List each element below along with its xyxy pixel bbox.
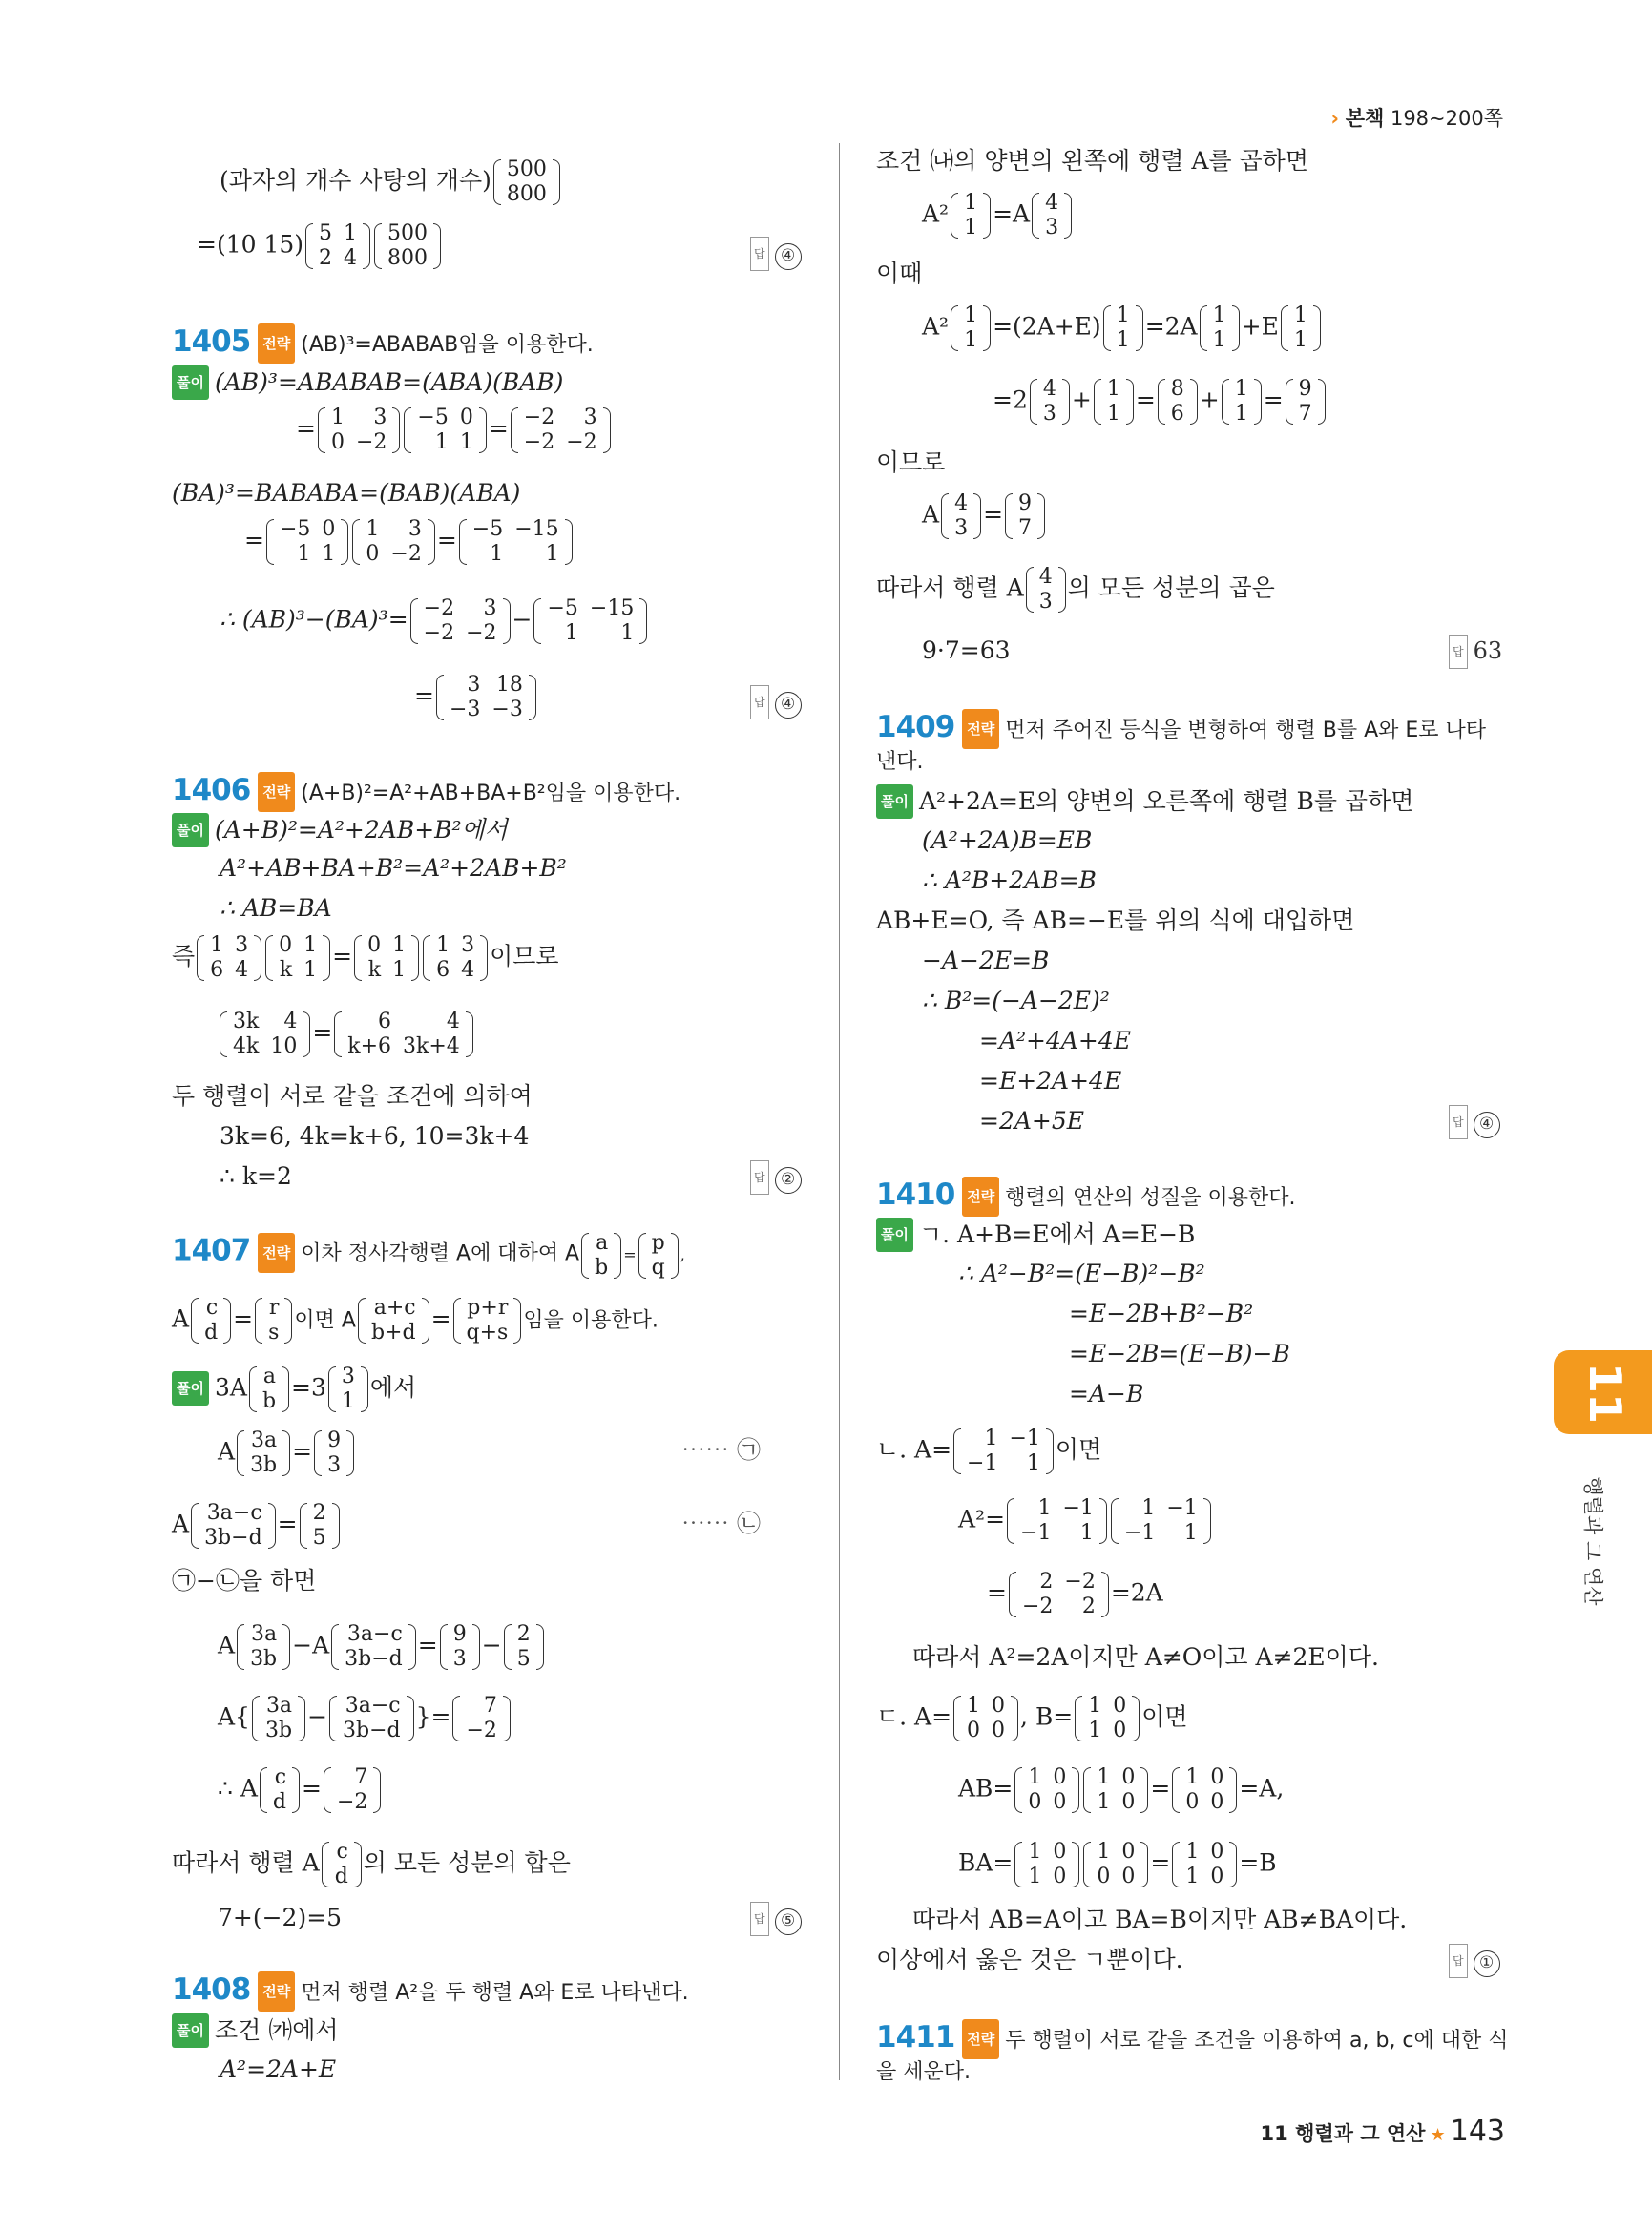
line: ∴ A²B+2AB=B — [922, 866, 1097, 894]
line: 풀이 조건 ㈎에서 — [172, 2013, 339, 2048]
line: 풀이 ㄱ. A+B=E에서 A=E−B — [876, 1218, 1195, 1252]
equation-mark-1: ⋯⋯ ㉠ — [681, 1436, 761, 1464]
matrix-line: =2 4 3 + 1 1 = 8 6 + 1 1 = 9 7 — [993, 377, 1328, 427]
line: 풀이 A²+2A=E의 양변의 오른쪽에 행렬 B를 곱하면 — [876, 784, 1413, 819]
page-header — [1330, 103, 1503, 132]
matrix-line: 3k 4 4k 10 = 6 4 k+6 3k+4 — [218, 1010, 475, 1059]
problem-1410-header: 1410 전략 행렬의 연산의 성질을 이용한다. — [876, 1176, 1296, 1219]
matrix-line: ㄷ. A= 1 0 0 0 , B= 1 0 1 0 이면 — [876, 1694, 1188, 1742]
matrix-line: = −5 0 1 1 1 3 0 −2 = −5 −15 1 1 — [244, 517, 575, 567]
matrix-line: A² 1 1 =(2A+E) 1 1 =2A 1 1 +E 1 1 — [922, 303, 1323, 353]
answer-1410: 답 ① — [1449, 1944, 1500, 1978]
answer-1406: 답 ② — [750, 1160, 802, 1195]
matrix-line: ∴ A c d = 7 −2 — [218, 1765, 383, 1815]
line: ∴ A²−B²=(E−B)²−B² — [958, 1260, 1205, 1287]
footer-chapter: 11 행렬과 그 연산 — [1260, 2122, 1426, 2145]
matrix-line: A²= 1 −1 −1 1 1 −1 −1 1 — [958, 1496, 1213, 1546]
equation-mark-2: ⋯⋯ ㉡ — [681, 1510, 761, 1537]
matrix-line: AB= 1 0 0 0 1 0 1 0 = 1 0 0 0 =A, — [958, 1765, 1285, 1814]
matrix-line: = 1 3 0 −2 −5 0 1 1 = −2 3 −2 −2 — [296, 406, 613, 455]
problem-1411-header: 1411 전략 두 행렬이 서로 같을 조건을 이용하여 a, b, c에 대한 식 — [876, 2018, 1509, 2061]
column-divider — [839, 143, 840, 2080]
matrix-line: A 3a 3b = 9 3 — [218, 1428, 356, 1478]
line: 따라서 행렬 A c d 의 모든 성분의 합은 — [172, 1840, 571, 1888]
line: 풀이 (A+B)²=A²+2AB+B²에서 — [172, 813, 508, 847]
header-pages: 198∼200쪽 — [1390, 107, 1503, 130]
line: 풀이 3A a b =3 3 1 에서 — [172, 1365, 416, 1414]
line: A²+AB+BA+B²=A²+2AB+B² — [220, 854, 567, 882]
chapter-tab-title: 행렬과 그 연산 — [1581, 1476, 1604, 1606]
line: 따라서 AB=A이고 BA=B이지만 AB≠BA이다. — [912, 1906, 1408, 1933]
line: ㉠−㉡을 하면 — [172, 1567, 317, 1595]
line: A²=2A+E — [220, 2055, 337, 2083]
line: AB+E=O, 즉 AB=−E를 위의 식에 대입하면 — [876, 907, 1355, 934]
line: 풀이 (AB)³=ABABAB=(ABA)(BAB) — [172, 365, 563, 400]
matrix-line: A 3a−c 3b−d = 2 5 — [172, 1501, 342, 1551]
problem-1405-header: 1405 전략 (AB)³=ABABAB임을 이용한다. — [172, 323, 594, 365]
intro-line-2: =(10 15) 5 1 2 4 500 800 — [197, 221, 443, 271]
line: ∴ B²=(−A−2E)² — [922, 987, 1110, 1014]
answer-1405: 답 ④ — [750, 685, 802, 719]
chapter-tab-number: 11 — [1579, 1362, 1632, 1425]
header-label: 본책 — [1345, 107, 1385, 130]
strategy-line-2: A c d = r s 이면 A a+c b+d = p+r q+s 임을 이용한다. — [172, 1296, 659, 1345]
problem-number: 1405 — [172, 324, 251, 359]
answer-intro: 답 ④ — [750, 237, 802, 271]
matrix-line: BA= 1 0 1 0 1 0 0 0 = 1 0 1 0 =B — [958, 1840, 1277, 1888]
matrix-line: A 4 3 = 9 7 — [922, 491, 1047, 541]
line: 7+(−2)=5 — [218, 1904, 343, 1931]
matrix-line: 즉 1 3 6 4 0 1 k 1 = 0 1 k 1 1 3 6 4 이므로 — [172, 933, 559, 982]
line: 따라서 행렬 A 4 3 의 모든 성분의 곱은 — [876, 565, 1275, 614]
star-icon: ★ — [1430, 2125, 1446, 2145]
answer-1407: 답 ⑤ — [750, 1902, 802, 1936]
line: (BA)³=BABABA=(BAB)(ABA) — [172, 479, 521, 507]
line: =E−2B=(E−B)−B — [1069, 1340, 1290, 1367]
line: =A−B — [1069, 1380, 1144, 1407]
line: 3k=6, 4k=k+6, 10=3k+4 — [220, 1122, 530, 1150]
line: 낸다. — [876, 750, 924, 774]
page-number: 143 — [1450, 2115, 1505, 2148]
line: =2A+5E — [979, 1107, 1085, 1135]
matrix-line: ㄴ. A= 1 −1 −1 1 이면 — [876, 1427, 1102, 1475]
line: 따라서 A²=2A이지만 A≠O이고 A≠2E이다. — [912, 1643, 1379, 1671]
line: −A−2E=B — [922, 947, 1050, 974]
matrix-line: ∴ (AB)³−(BA)³= −2 3 −2 −2 − −5 −15 1 1 — [220, 596, 649, 646]
line: 이므로 — [876, 448, 946, 476]
line: (A²+2A)B=EB — [922, 826, 1093, 854]
problem-1408-header: 1408 전략 먼저 행렬 A²을 두 행렬 A와 E로 나타낸다. — [172, 1970, 689, 2013]
line: 이때 — [876, 260, 923, 287]
matrix-line: A² 1 1 =A 4 3 — [922, 191, 1074, 240]
line: 이상에서 옳은 것은 ㄱ뿐이다. — [876, 1946, 1183, 1973]
header-arrow-icon: › — [1330, 107, 1339, 130]
line: =E+2A+4E — [979, 1067, 1122, 1095]
line: =E−2B+B²−B² — [1069, 1300, 1254, 1327]
line: 을 세운다. — [876, 2060, 971, 2084]
matrix-line: A{ 3a 3b − 3a−c 3b−d }= 7 −2 — [218, 1694, 512, 1743]
matrix-line: = 3 18 −3 −3 — [414, 673, 538, 722]
problem-1409-header: 1409 전략 먼저 주어진 등식을 변형하여 행렬 B를 A와 E로 나타 — [876, 708, 1486, 751]
page-footer — [1261, 2115, 1505, 2148]
matrix-line: A 3a 3b −A 3a−c 3b−d = 9 3 − 2 5 — [218, 1622, 546, 1672]
chapter-tab[interactable] — [1554, 1350, 1652, 1434]
problem-1407-header: 1407 전략 이차 정사각행렬 A에 대하여 A a b = p q , — [172, 1231, 685, 1280]
line: =A²+4A+4E — [979, 1027, 1132, 1054]
line: 9·7=63 — [922, 636, 1011, 664]
problem-1406-header: 1406 전략 (A+B)²=A²+AB+BA+B²임을 이용한다. — [172, 771, 680, 814]
answer-1408: 답 63 — [1449, 635, 1502, 669]
strategy-tag: 전략 — [258, 323, 295, 364]
intro-line-1: (과자의 개수 사탕의 개수) 500 800 — [220, 157, 562, 207]
line: ∴ k=2 — [220, 1162, 292, 1190]
line: 두 행렬이 서로 같을 조건에 의하여 — [172, 1082, 533, 1110]
answer-1409: 답 ④ — [1449, 1105, 1500, 1139]
matrix-line: = 2 −2 −2 2 =2A — [987, 1570, 1163, 1618]
line: ∴ AB=BA — [220, 894, 332, 922]
line: 조건 ㈏의 양변의 왼쪽에 행렬 A를 곱하면 — [876, 147, 1308, 175]
